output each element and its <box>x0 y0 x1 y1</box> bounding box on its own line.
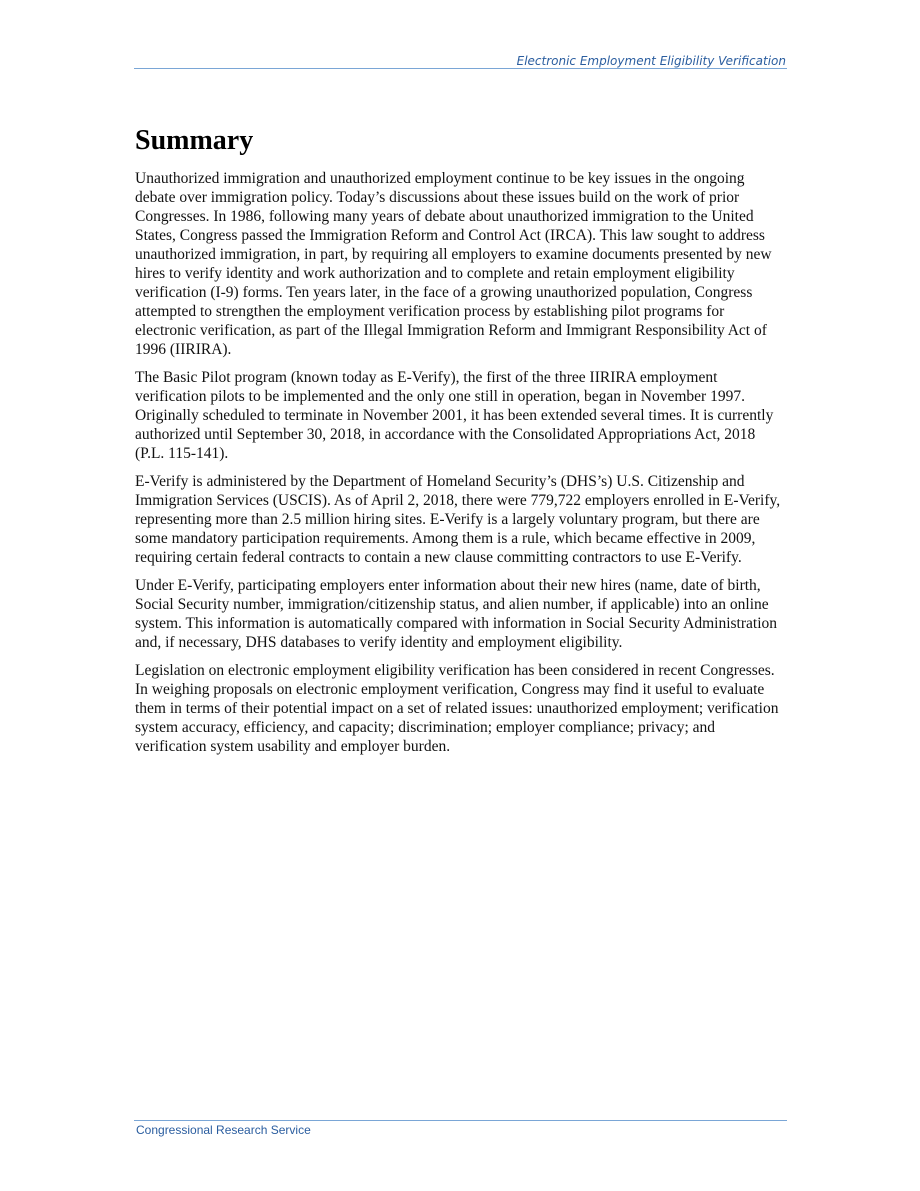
summary-paragraph: Under E-Verify, participating employers enter information about their new hires (name, date of birth, Social Security number, immigration/citizenship status, and alien number, if applicable) into an online system. This information is automatically compared with information in Social Security Administration and, if necessary, DHS databases to verify identity and employment eligibility. <box>135 577 778 651</box>
summary-paragraph: The Basic Pilot program (known today as E-Verify), the first of the three IIRIRA employment verification pilots to be implemented and the only one still in operation, began in November 1997. Originally scheduled to terminate in November 2001, it has been extended several times. It is currently authorized until September 30, 2018, in accordance with the Consolidated Appropriations Act, 2018 (P.L. 115-141). <box>135 369 774 462</box>
summary-body <box>135 169 787 765</box>
section-heading: Summary <box>135 125 254 156</box>
summary-paragraph: Unauthorized immigration and unauthorized employment continue to be key issues in the ongoing debate over immigration policy. Today’s discussions about these issues build on the work of prior Congresses. In 1986, following many years of debate about unauthorized immigration to the United States, Congress passed the Immigration Reform and Control Act (IRCA). This law sought to address unauthorized immigration, in part, by requiring all employers to examine documents presented by new hires to verify identity and work authorization and to complete and retain employment eligibility verification (I-9) forms. Ten years later, in the face of a growing unauthorized population, Congress attempted to strengthen the employment verification process by establishing pilot programs for electronic verification, as part of the Illegal Immigration Reform and Immigrant Responsibility Act of 1996 (IIRIRA). <box>135 170 772 358</box>
header-divider <box>134 68 787 69</box>
footer-divider <box>134 1120 787 1121</box>
footer-publisher: Congressional Research Service <box>136 1123 311 1137</box>
summary-paragraph: Legislation on electronic employment eligibility verification has been considered in recent Congresses. In weighing proposals on electronic employment verification, Congress may find it useful to evaluate them in terms of their potential impact on a set of related issues: unauthorized employment; verification system accuracy, efficiency, and capacity; discrimination; employer compliance; privacy; and verification system usability and employer burden. <box>135 662 779 755</box>
running-header: Electronic Employment Eligibility Verification <box>516 54 786 68</box>
summary-paragraph: E-Verify is administered by the Department of Homeland Security’s (DHS’s) U.S. Citizenship and Immigration Services (USCIS). As of April 2, 2018, there were 779,722 employers enrolled in E-Verify, representing more than 2.5 million hiring sites. E-Verify is a largely voluntary program, but there are some mandatory participation requirements. Among them is a rule, which became effective in 2009, requiring certain federal contracts to contain a new clause committing contractors to use E-Verify. <box>135 473 781 566</box>
